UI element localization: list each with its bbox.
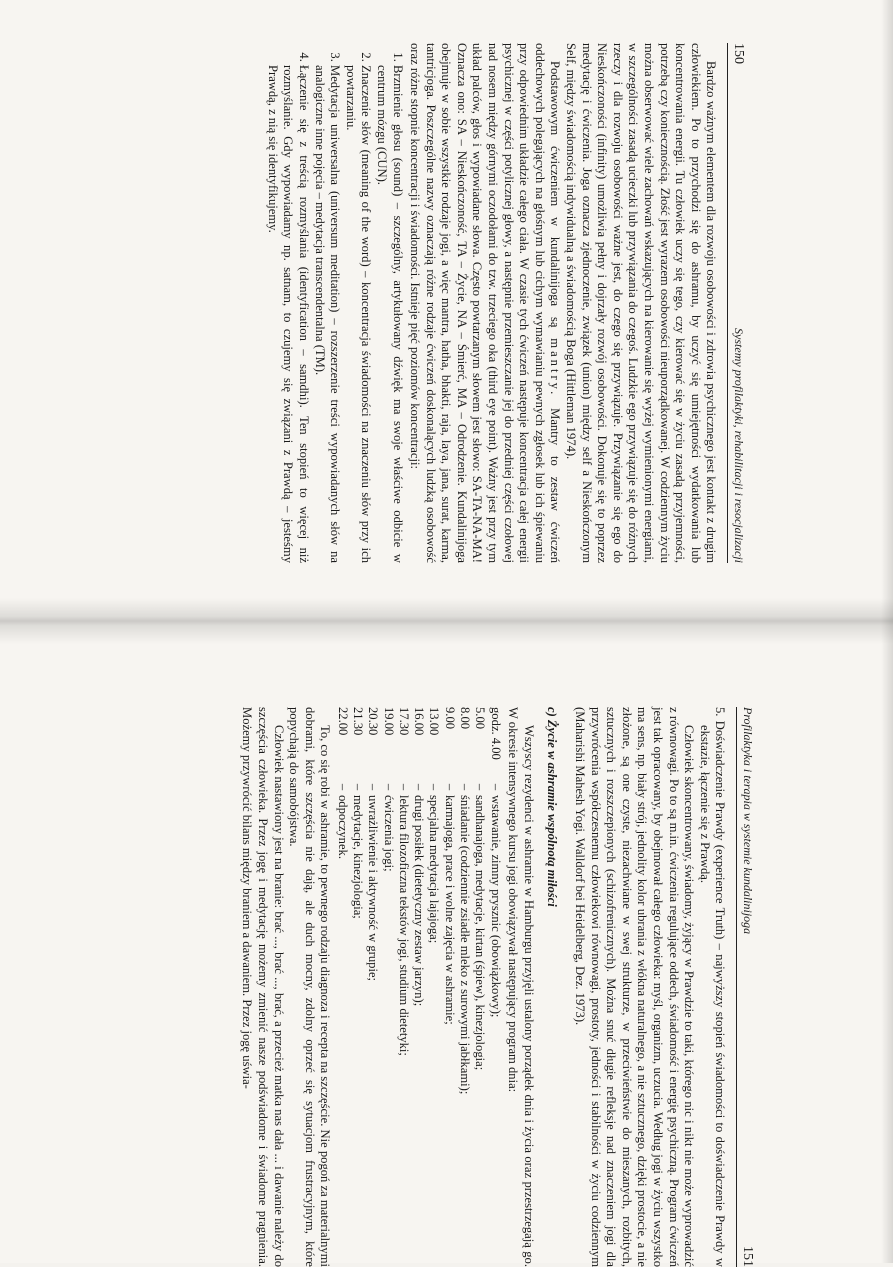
page-number: 151 (740, 1246, 755, 1267)
schedule-row: 8.00 – śniadanie (codziennie zsiadłe mleko z surowymi jabłkami); (458, 707, 473, 1095)
schedule-row: 21.30 – medytacje, kinezjologia; (350, 707, 365, 1094)
schedule-time: godz. 4.00 (488, 707, 503, 760)
schedule-time: 16.00 (412, 707, 427, 736)
schedule-activity: wstawanie, zimny prysznic (obowiązkowy); (488, 795, 503, 1018)
schedule-time: 9.00 (442, 707, 457, 730)
page-151 (21, 707, 755, 1267)
schedule-activity: specjalna medytacja lajajoga; (427, 795, 442, 944)
schedule-activity: ćwiczenia jogi; (381, 795, 396, 872)
concentration-levels-list (264, 43, 404, 563)
schedule-activity: śniadanie (codziennie zsiadłe mleko z surowymi jabłkami); (458, 795, 473, 1095)
schedule-time: 21.30 (351, 707, 366, 736)
schedule-row: 16.00 – drugi posiłek (dietetyczny zestaw jarzyn); (411, 707, 426, 1094)
schedule-row: 5.00 – sandhanajoga, medytacje, kirtan (śpiew), kinezjologia; (472, 707, 487, 1094)
paragraph-mantry (407, 43, 563, 563)
paragraph: Wszyscy rezydenci w ashramie w Hamburgu przyjęli ustalony porządek dnia i życia oraz przestrzegają go. W okresie intensywnego kursu jogi obowiązywał następujący program dnia: (506, 707, 536, 1267)
list-item: 1. Brzmienie głosu (sound) – szczególny, artykułowany dźwięk ma swoje właściwe odbicie w centrum mózgu (CUN). (373, 65, 404, 563)
paragraph: Człowiek skoncentrowany, świadomy, żyjący w Prawdzie to taki, którego nic i nikt nie może wyprowadzić z równowagi. Po to są m.in. ćwiczenia regulujące oddech, świadomość i energię psychiczną. Program ćwiczeń jest tak opracowany, by obejmował całego człowieka: myśl, organizm, uczucia. Według jogi w życiu wszystko ma sens, np. biały strój, jednolity kolor ubrania z włókna naturalnego, a nie sztucznego, dzięki prostocie, a nie złożone, są one czyste, niezachwiane w swej strukturze, w przeciwieństwie do mieszanych, rozbitych, sztucznych i rozszczepionych (schizofrenicznych). Można snuć długie refleksje nad znaczeniem jogi dla przywrócenia współczesnemu człowiekowi równowagi, prostoty, jedności i stabilności w życiu codziennym (Maharishi Mahesh Yogi. Walldorf bei Heidelberg, Dez. 1973). (573, 707, 697, 1267)
spaced-term: mantry. (548, 338, 563, 398)
running-head: Profilaktyka i terapia w systemie kundalinijoga (741, 707, 755, 935)
paragraph: To, co się robi w ashramie, to pewnego rodzaju diagnoza i recepta na szczęście. Nie pogoń za materialnymi dobrami, które szczęścia nie dają, ale duch mocny, zdolny oprzeć się sytuacjom frustracyjnym, które popychają do samobójstwa. (287, 707, 333, 1267)
schedule-row: 13.00 – specjalna medytacja lajajoga; (426, 707, 441, 1094)
text-fragment: Mantry to zestaw ćwiczeń oddechowych polegających na głośnym lub cichym wymawianiu pewnych zgłosek lub ich śpiewaniu przy odpowiednim układzie całego ciała. W czasie tych ćwiczeń następuje koncentracja całej energii psychicznej w części potylicznej głowy, a następnie przemieszczanie jej do przedniej części czołowej nad nosem między górnymi oczodołami do tzw. trzeciego oka (third eye point). Ważny jest przy tym układ palców, głos i wypowiadane słowa. Często powtarzanym słowem jest słowo: SA-TA-NA-MA! Oznacza ono: SA – Nieskończoność, TA – Życie, NA – Śmierć, MA – Odrodzenie. Kundalinijoga obejmuje w sobie wszystkie rodzaje jogi, a więc mantra, hatha, bhakti, raja, laya, jana, surat, karma, tantricjoga. Poszczególne nazwy oznaczają różne rodzaje ćwiczeń doskonalących ludzką osobowość oraz różne stopnie koncentracji i świadomości. Istnieje pięć poziomów koncentracji: (408, 43, 563, 563)
schedule-time: 22.00 (335, 707, 350, 736)
schedule-activity: uwrażliwienie i aktywność w grupie; (366, 795, 381, 982)
text-fragment: Podstawowym ćwiczeniem w kundalinijoga są (548, 61, 563, 328)
paragraph: Bardzo ważnym elementem dla rozwoju osobowości i zdrowia psychicznego jest kontakt z drugim człowiekiem. Po to przychodzi się do ashramu, by uczyć się umiejętności wydatkowania lub koncentrowania energii. Tu człowiek uczy się tego, czy kierować się w życiu zasadą przyjemności, potrzebą czy koniecznością. Złość jest wyrazem osobowości nieuporządkowanej. W codziennym życiu można obserwować wiele zachowań wskazujących na kierowanie się wyżej wymienionymi energiami, w szczególności zasadą ucieczki lub przywiązania do czegoś. Ludzkie ego przywiązuje się do różnych rzeczy i dla rozwoju osobowości ważne jest, do czego się przywiązuje. Przywiązanie się ego do Nieskończoności (infinity) umożliwia pełny i dojrzały rozwój osobowości. Dokonuje się to poprzez medytację i ćwiczenia. Joga oznacza zjednoczenie, związek (union) między self a Nieskończonym Self, między świadomością indywidualną a świadomością Boga (Hittleman 1974). (564, 43, 719, 563)
running-head: Systemy profilaktyki, rehabilitacji i resocjalizacji (732, 328, 746, 563)
page-header (727, 43, 746, 563)
schedule-row: 20.30 – uwrażliwienie i aktywność w grupie; (365, 707, 380, 1094)
schedule-row: 19.00 – ćwiczenia jogi; (380, 707, 395, 1094)
page-number: 150 (731, 43, 746, 64)
schedule-time: 17.30 (396, 707, 411, 736)
list-item: 3. Medytacja uniwersalna (universum meditation) – rozszerzenie treści wypowiadanych słów na analogiczne inne pojęcia – medytacja transcendentalna (TM). (311, 65, 342, 563)
page-150 (30, 43, 746, 563)
list-item: 2. Znaczenie słów (meaning of the word) – koncentracja świadomości na znaczeniu słów przy ich powtarzaniu. (342, 65, 373, 563)
schedule-row: 22.00 – odpoczynek. (334, 707, 349, 1094)
schedule-activity: odpoczynek. (335, 795, 350, 859)
list-item-5: 5. Doświadczenie Prawdy (experience Truth) – najwyższy stopień świadomości to doświadczenie Prawdy w ekstazie, łączenie się z Prawdą. (697, 707, 728, 1267)
schedule-activity: karmajoga, prace i wolne zajęcia w ashramie; (442, 795, 457, 1025)
list-item: 4. Łączenie się z treścią rozmyślania (identyfication – samdhi). Ten stopień to więcej niż rozmyślanie. Gdy wypowiadamy np. satnam, to czujemy się związani z Prawdą – jesteśmy Prawdą, z nią się identyfikujemy. (264, 65, 311, 563)
schedule-activity: drugi posiłek (dietetyczny zestaw jarzyn); (412, 795, 427, 1007)
schedule-time: 5.00 (473, 707, 488, 730)
schedule-row: 9.00 – karmajoga, prace i wolne zajęcia w ashramie; (442, 707, 457, 1094)
schedule-time: 19.00 (381, 707, 396, 736)
schedule-activity: lektura filozoficzna tekstów jogi, studium dietetyki; (396, 795, 411, 1056)
schedule-row: 17.30 – lektura filozoficzna tekstów jogi, studium dietetyki; (396, 707, 411, 1094)
page-edge-shadow (881, 0, 893, 1263)
schedule-time: 13.00 (427, 707, 442, 736)
page-header (736, 707, 755, 1267)
schedule-time: 20.30 (366, 707, 381, 736)
schedule-activity: sandhanajoga, medytacje, kirtan (śpiew), kinezjologia; (473, 795, 488, 1071)
schedule-time: 8.00 (458, 707, 473, 730)
section-heading: c) Życie w ashramie wspólnotą miłości (545, 707, 560, 907)
daily-schedule (334, 707, 502, 1094)
book-gutter-shadow (0, 598, 893, 644)
paragraph: Człowiek nastawiony jest na branie: brać ..., brać ..., brać, a przecież matka nas dała ... i dawanie należy do szczęścia człowieka. Przez jogę i medytację możemy zmienić nasze podświadome i świadome pragnienia. Możemy przywrócić bilans między braniem a dawaniem. Przez jogę uświa- (240, 707, 286, 1267)
schedule-row: godz. 4.00 – wstawanie, zimny prysznic (obowiązkowy); (487, 707, 502, 1094)
schedule-activity: medytacje, kinezjologia; (351, 795, 366, 919)
